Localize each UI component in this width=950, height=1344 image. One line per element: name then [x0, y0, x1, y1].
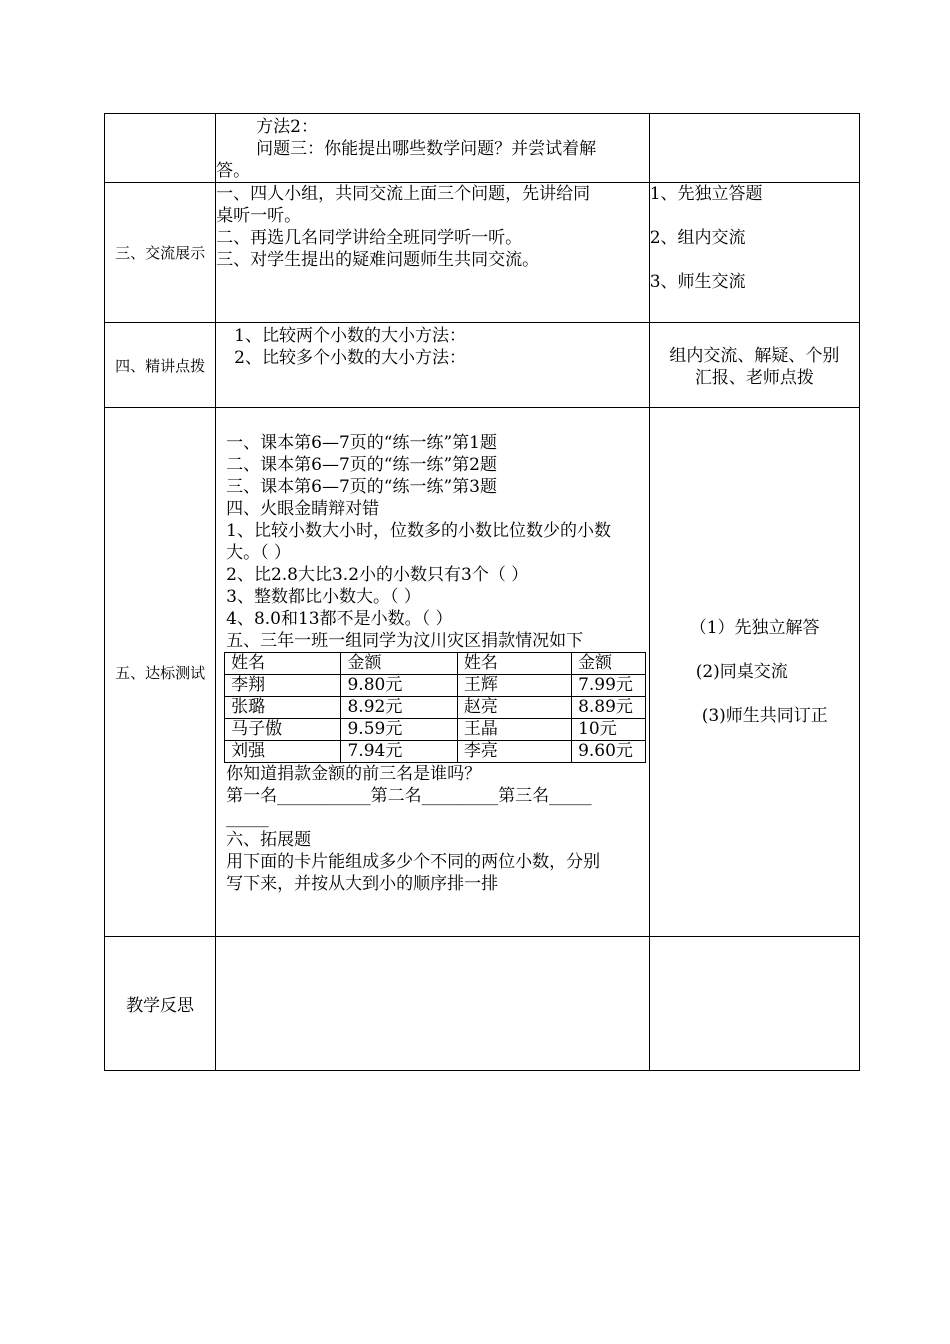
donor-name: 王晶	[457, 719, 571, 741]
donor-name: 王辉	[457, 675, 571, 697]
donor-amount: 9.80元	[341, 675, 457, 697]
donor-amount: 7.94元	[341, 741, 457, 763]
test-line-16: 写下来，并按从大到小的顺序排一排	[226, 874, 499, 894]
test-line-12: 第一名___________第二名_________第三名_____	[226, 786, 592, 806]
test-line-14: 六、拓展题	[226, 830, 312, 850]
row-test	[105, 408, 860, 937]
donor-amount: 8.89元	[572, 697, 646, 719]
method-2-line: 方法2：	[256, 117, 318, 137]
donation-table	[224, 652, 646, 763]
donor-name: 刘强	[225, 741, 341, 763]
donor-name: 马子傲	[225, 719, 341, 741]
test-step-2: (2)同桌交流	[695, 662, 788, 682]
explain-method-1: 组内交流、解疑、个别	[669, 346, 840, 366]
row-reflection-right	[649, 937, 859, 1071]
exchange-line-4: 三、对学生提出的疑难问题师生共同交流。	[216, 250, 540, 270]
row-reflection	[105, 937, 860, 1071]
donation-header-amount: 金额	[572, 653, 646, 675]
test-line-9: 4、8.0和13都不是小数。（ ）	[226, 609, 453, 629]
test-step-1: （1）先独立解答	[689, 618, 820, 638]
test-line-15: 用下面的卡片能组成多少个不同的两位小数，分别	[226, 852, 601, 872]
row-method-label	[105, 114, 216, 183]
row-explain-label: 四、精讲点拨	[105, 323, 216, 408]
row-test-right	[649, 408, 859, 937]
donor-amount: 8.92元	[341, 697, 457, 719]
test-line-5: 1、比较小数大小时，位数多的小数比位数少的小数	[226, 521, 611, 541]
test-line-1: 一、课本第6—7页的“练一练”第1题	[226, 433, 497, 453]
explain-method-2: 汇报、老师点拨	[694, 368, 814, 388]
donor-amount: 10元	[572, 719, 646, 741]
row-exchange-label: 三、交流展示	[105, 183, 216, 323]
row-test-content	[216, 408, 650, 937]
test-line-6: 大。（ ）	[226, 543, 292, 563]
explain-line-2: 2、比较多个小数的大小方法：	[234, 348, 466, 368]
row-exchange-content	[216, 183, 650, 323]
row-test-label: 五、达标测试	[105, 408, 216, 937]
table-row	[225, 697, 646, 719]
donation-header-name: 姓名	[225, 653, 341, 675]
exchange-line-2: 桌听一听。	[216, 206, 302, 226]
test-line-11: 你知道捐款金额的前三名是谁吗？	[226, 764, 482, 784]
row-method-right	[649, 114, 859, 183]
row-method-content	[216, 114, 650, 183]
exchange-step-3: 3、师生交流	[649, 272, 746, 292]
row-explain-content	[216, 323, 650, 408]
lesson-plan-table	[104, 113, 860, 1071]
donation-header-name: 姓名	[457, 653, 571, 675]
row-reflection-label: 教学反思	[105, 937, 216, 1071]
donor-name: 李翔	[225, 675, 341, 697]
table-row	[225, 741, 646, 763]
row-method	[105, 114, 860, 183]
explain-line-1: 1、比较两个小数的大小方法：	[234, 326, 466, 346]
donor-amount: 7.99元	[572, 675, 646, 697]
row-exchange-right	[649, 183, 859, 323]
test-step-3: (3)师生共同订正	[701, 706, 828, 726]
test-line-13: _____	[226, 808, 269, 828]
test-line-10: 五、三年一班一组同学为汶川灾区捐款情况如下	[226, 631, 584, 651]
test-line-3: 三、课本第6—7页的“练一练”第3题	[226, 477, 497, 497]
donor-amount: 9.60元	[572, 741, 646, 763]
row-reflection-content	[216, 937, 650, 1071]
question-3-line: 问题三：你能提出哪些数学问题？并尝试着解	[256, 139, 597, 159]
row-exchange	[105, 183, 860, 323]
row-explain	[105, 323, 860, 408]
donor-name: 张璐	[225, 697, 341, 719]
exchange-step-2: 2、组内交流	[649, 228, 746, 248]
donation-header-row	[225, 653, 646, 675]
table-row	[225, 675, 646, 697]
exchange-line-3: 二、再选几名同学讲给全班同学听一听。	[216, 228, 523, 248]
test-line-2: 二、课本第6—7页的“练一练”第2题	[226, 455, 497, 475]
test-line-8: 3、整数都比小数大。（ ）	[226, 587, 421, 607]
donor-name: 李亮	[457, 741, 571, 763]
exchange-line-1: 一、四人小组，共同交流上面三个问题，先讲给同	[216, 184, 591, 204]
donor-amount: 9.59元	[341, 719, 457, 741]
donation-header-amount: 金额	[341, 653, 457, 675]
test-line-7: 2、比2.8大比3.2小的小数只有3个（ ）	[226, 565, 529, 585]
donor-name: 赵亮	[457, 697, 571, 719]
row-explain-right	[649, 323, 859, 408]
exchange-step-1: 1、先独立答题	[649, 184, 763, 204]
question-3-cont-line: 答。	[216, 161, 251, 181]
table-row	[225, 719, 646, 741]
test-line-4: 四、火眼金睛辩对错	[226, 499, 380, 519]
